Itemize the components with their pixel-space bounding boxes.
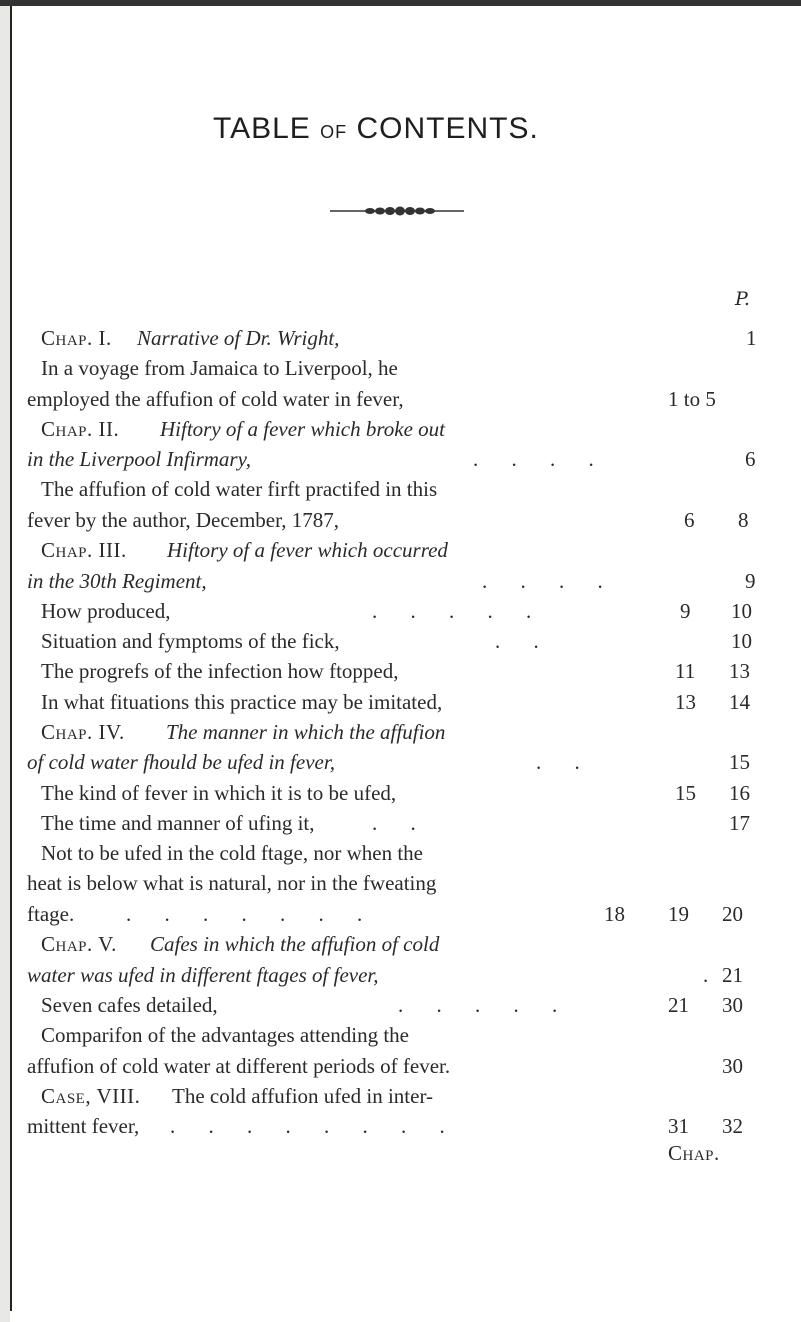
toc-entry xyxy=(0,687,801,717)
toc-entry xyxy=(0,1051,801,1081)
entry-text: in the Liverpool Infirmary, xyxy=(27,447,251,471)
page-number: 30 xyxy=(722,993,743,1017)
toc-entry xyxy=(0,444,801,474)
entry-text: in the 30th Regiment, xyxy=(27,569,207,593)
entry-text: ftage. xyxy=(27,902,75,926)
page-number: 1 to 5 xyxy=(668,387,716,411)
page-number: 13 xyxy=(675,690,696,714)
toc-entry xyxy=(0,505,801,535)
entry-text: Hiftory of a fever which broke out xyxy=(160,417,445,441)
entry-text: Seven cafes detailed, xyxy=(41,993,218,1017)
page-number: 15 xyxy=(729,750,750,774)
page-number: 10 xyxy=(731,629,752,653)
page-number: 17 xyxy=(729,811,750,835)
toc-entry xyxy=(0,626,801,656)
leader-dots: . . . . . xyxy=(372,599,546,623)
toc-entry xyxy=(0,990,801,1020)
page-number: 11 xyxy=(675,659,696,683)
page-number: 18 xyxy=(604,902,625,926)
leader-dots: . . xyxy=(495,629,553,653)
entry-text: Hiftory of a fever which occurred xyxy=(167,538,448,562)
entry-text: water was ufed in different ftages of fever, xyxy=(27,963,379,987)
toc-entry xyxy=(0,929,801,959)
toc-entry xyxy=(0,535,801,565)
page-number: 31 xyxy=(668,1114,689,1138)
decorative-rule-ornament xyxy=(330,205,464,217)
leader-dots: . . . . xyxy=(482,569,617,593)
toc-entry xyxy=(0,656,801,686)
page-number: 21 xyxy=(722,963,743,987)
page-number: 14 xyxy=(729,690,750,714)
entry-text: of cold water fhould be ufed in fever, xyxy=(27,750,335,774)
entry-text: Situation and fymptoms of the fick, xyxy=(41,629,340,653)
entry-text: The affufion of cold water firft practifed in this xyxy=(41,477,438,501)
chapter-lead: Chap. III. xyxy=(41,538,127,562)
leader-dots: . . xyxy=(536,750,594,774)
chapter-lead: Chap. V. xyxy=(41,932,117,956)
toc-entry xyxy=(0,353,801,383)
page-number: 9 xyxy=(680,599,691,623)
page-number: 6 xyxy=(684,508,695,532)
entry-text: affufion of cold water at different periods of fever. xyxy=(27,1054,451,1078)
toc-entry xyxy=(0,323,801,353)
page-number: 16 xyxy=(729,781,750,805)
toc-entry xyxy=(0,808,801,838)
toc-entry xyxy=(0,1081,801,1111)
catchword: Chap. xyxy=(668,1141,720,1165)
page-number: 30 xyxy=(722,1054,743,1078)
page-title: TABLE OF CONTENTS. xyxy=(213,112,539,145)
toc-entry xyxy=(0,960,801,990)
entry-text: The progrefs of the infection how ftopped, xyxy=(41,659,399,683)
leader-dots: . . . . . xyxy=(398,993,572,1017)
entry-text: Cafes in which the affufion of cold xyxy=(150,932,440,956)
toc-entry xyxy=(0,1111,801,1141)
page-number: 9 xyxy=(745,569,756,593)
toc-entry xyxy=(0,778,801,808)
entry-text: Narrative of Dr. Wright, xyxy=(137,326,340,350)
page-number: 20 xyxy=(722,902,743,926)
entry-text: mittent fever, xyxy=(27,1114,140,1138)
entry-text: The cold affufion ufed in inter- xyxy=(172,1084,434,1108)
toc-entry xyxy=(0,566,801,596)
page-number: 8 xyxy=(738,508,749,532)
toc-entry xyxy=(0,384,801,414)
toc-entry xyxy=(0,474,801,504)
entry-text: heat is below what is natural, nor in the fweating xyxy=(27,871,437,895)
page-column-header: P. xyxy=(735,288,750,310)
page-number: 10 xyxy=(731,599,752,623)
page-number: 32 xyxy=(722,1114,743,1138)
entry-text: Not to be ufed in the cold ftage, nor when the xyxy=(41,841,423,865)
chapter-lead: Chap. II. xyxy=(41,417,120,441)
toc-entry xyxy=(0,414,801,444)
entry-text: How produced, xyxy=(41,599,171,623)
chapter-lead: Case, VIII. xyxy=(41,1084,141,1108)
page-number: 1 xyxy=(746,326,757,350)
leader-dots: . . . . . . . . xyxy=(170,1114,459,1138)
toc-entry xyxy=(0,1020,801,1050)
toc-entry xyxy=(0,717,801,747)
page-number: 21 xyxy=(668,993,689,1017)
toc-entry xyxy=(0,747,801,777)
leader-dots: . xyxy=(703,963,723,987)
page-number: 13 xyxy=(729,659,750,683)
entry-text: The kind of fever in which it is to be ufed, xyxy=(41,781,397,805)
entry-text: In what fituations this practice may be imitated, xyxy=(41,690,443,714)
entry-text: The manner in which the affufion xyxy=(166,720,446,744)
leader-dots: . . . . . . . xyxy=(126,902,377,926)
page-top-edge xyxy=(0,0,801,6)
leader-dots: . . xyxy=(372,811,430,835)
toc-entry xyxy=(0,596,801,626)
page-number: 15 xyxy=(675,781,696,805)
chapter-lead: Chap. I. xyxy=(41,326,112,350)
entry-text: The time and manner of ufing it, xyxy=(41,811,315,835)
entry-text: employed the affufion of cold water in fever, xyxy=(27,387,404,411)
entry-text: fever by the author, December, 1787, xyxy=(27,508,340,532)
toc-entry xyxy=(0,1138,801,1168)
page-number: 19 xyxy=(668,902,689,926)
toc-entry xyxy=(0,838,801,868)
page-number: 6 xyxy=(745,447,756,471)
entry-text: Comparifon of the advantages attending the xyxy=(41,1023,409,1047)
chapter-lead: Chap. IV. xyxy=(41,720,125,744)
toc-entry xyxy=(0,868,801,898)
entry-text: In a voyage from Jamaica to Liverpool, he xyxy=(41,356,398,380)
leader-dots: . . . . xyxy=(473,447,608,471)
toc-entry xyxy=(0,899,801,929)
